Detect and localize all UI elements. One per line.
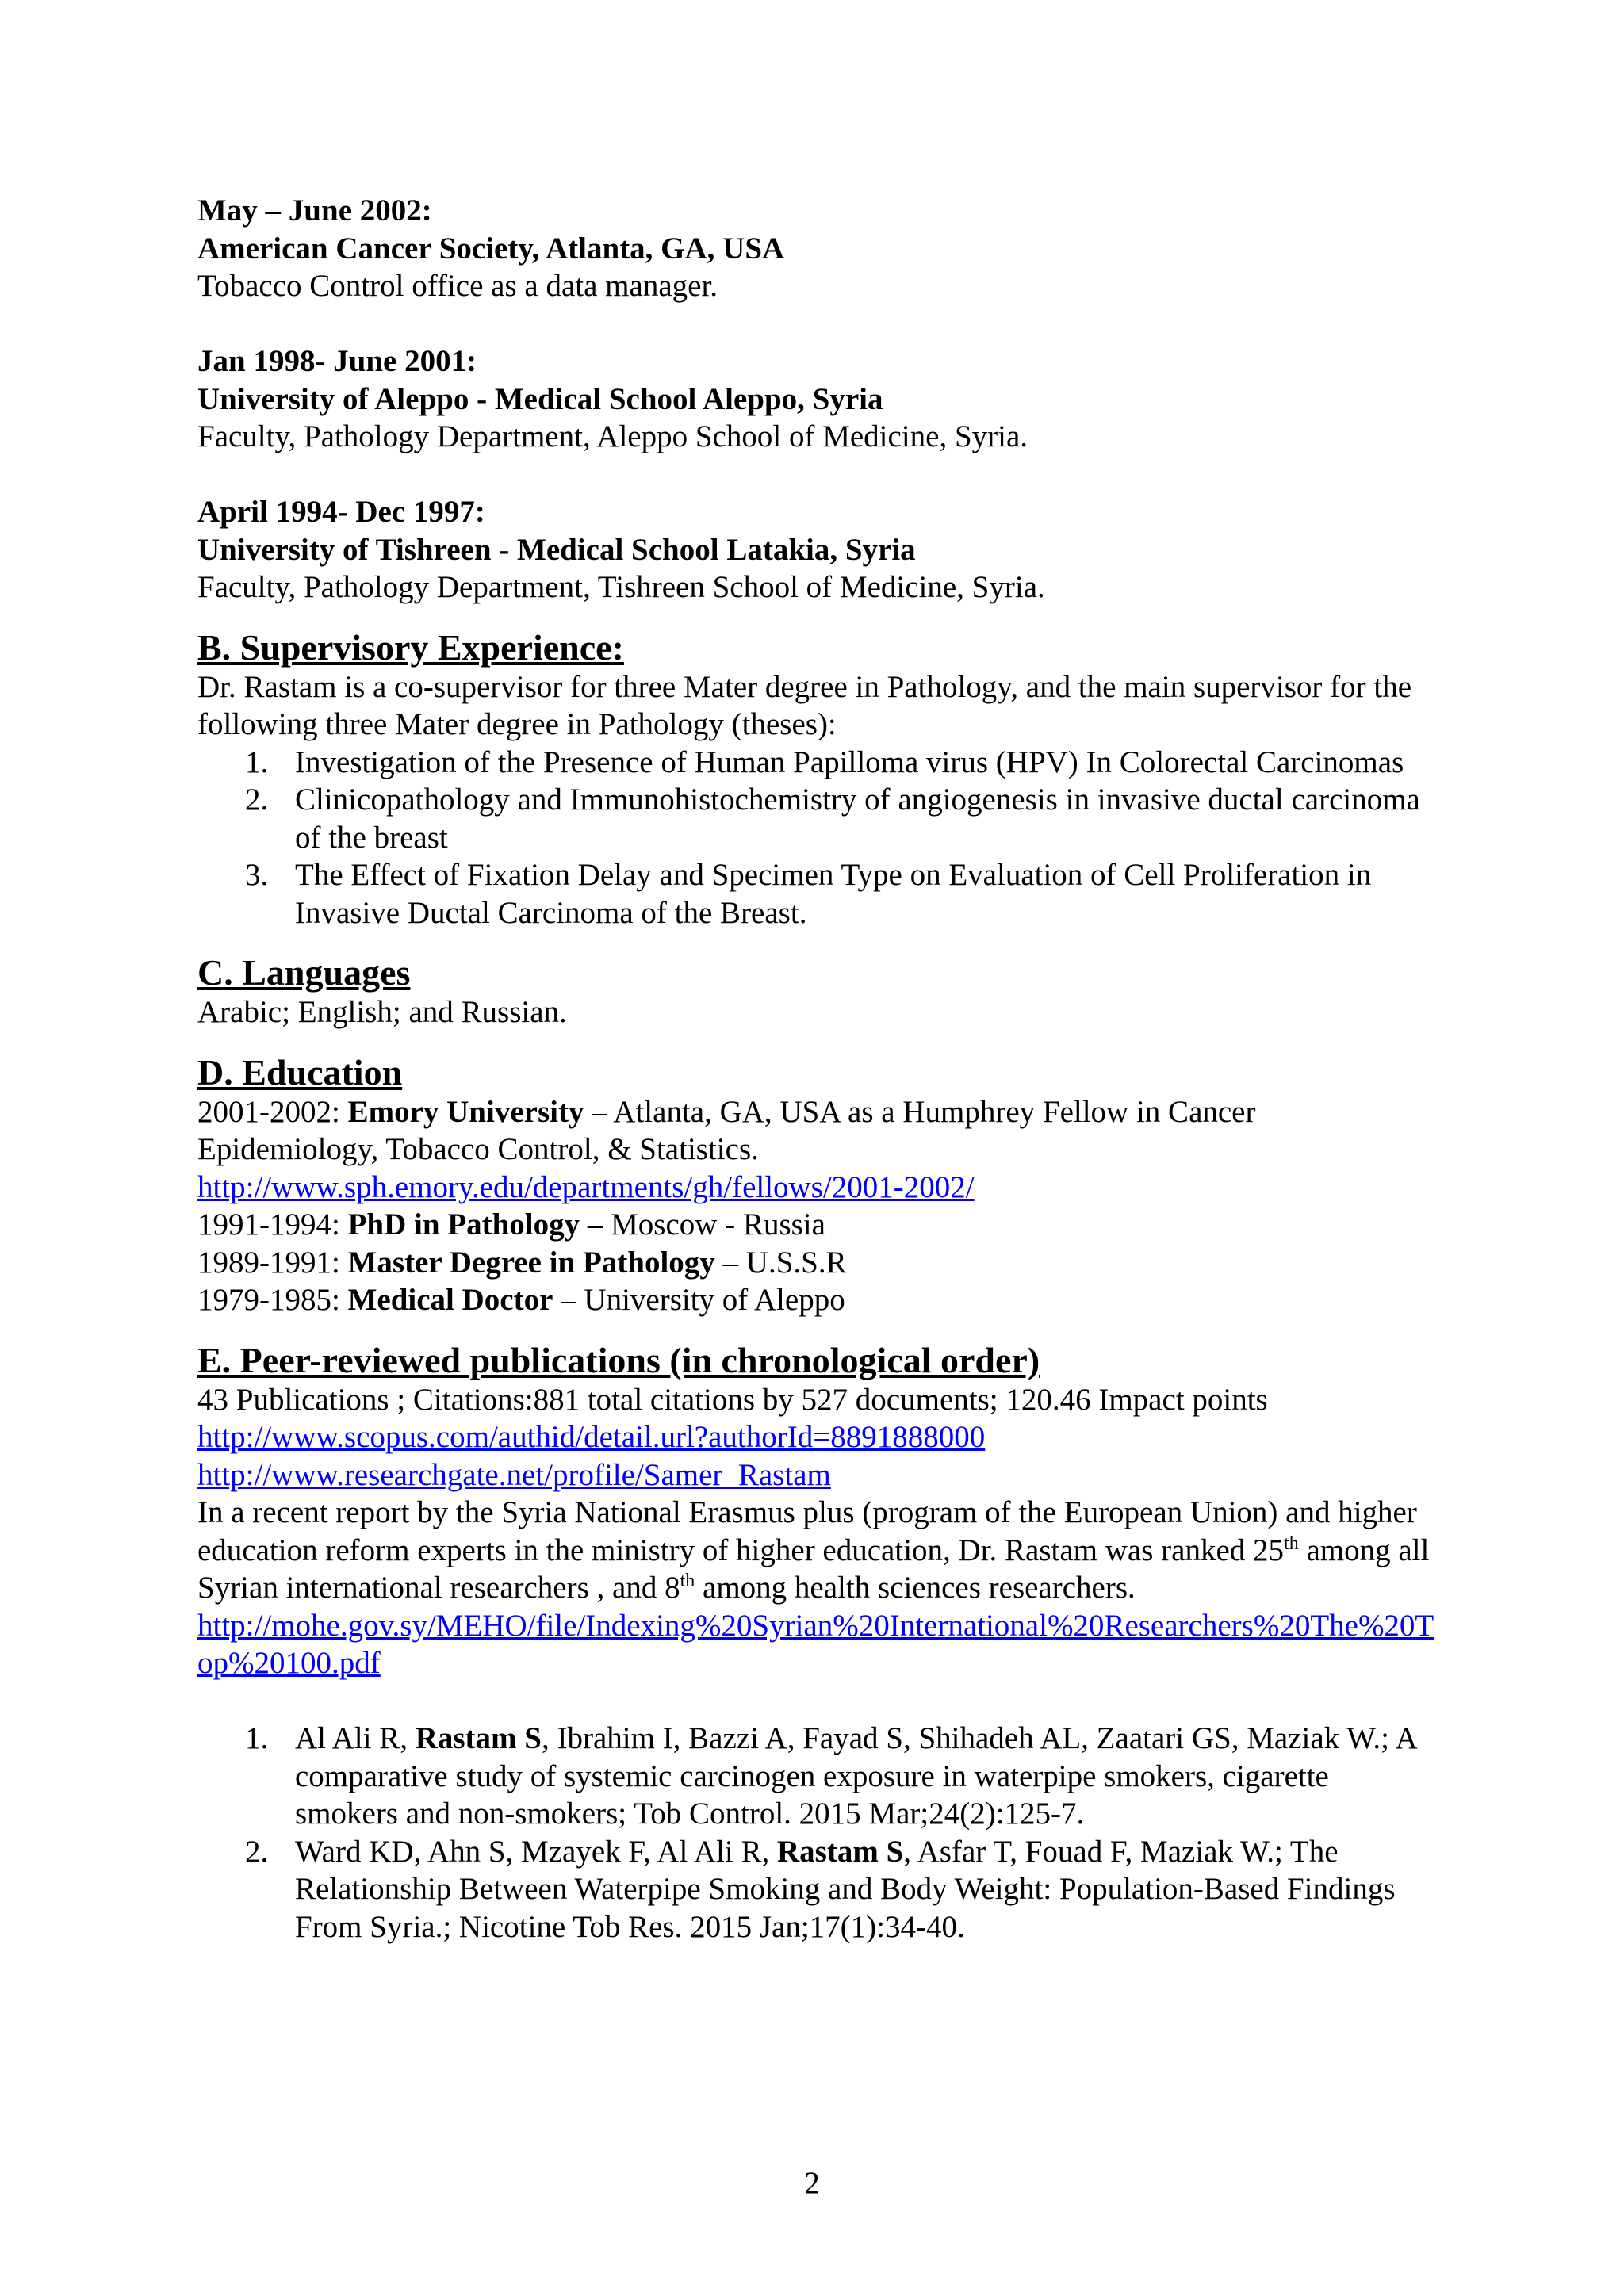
ordinal-suffix: th — [1284, 1533, 1299, 1554]
publication-highlight-author: Rastam S — [415, 1721, 542, 1755]
list-number: 2. — [245, 783, 269, 817]
report-text: among all Syrian international researchers , and 8 — [197, 1533, 1430, 1605]
list-text: Clinicopathology and Immunohistochemistry of angiogenesis in invasive ductal carcinoma of the breast — [295, 783, 1420, 855]
experience-institution: University of Aleppo - Medical School Aleppo, Syria — [197, 381, 883, 416]
list-item — [197, 781, 1434, 856]
experience-institution: University of Tishreen - Medical School Latakia, Syria — [197, 532, 916, 567]
page-number: 2 — [804, 2166, 820, 2200]
page-content — [197, 192, 1434, 1946]
education-institution: Emory University — [347, 1094, 584, 1129]
education-degree: PhD in Pathology — [347, 1207, 580, 1242]
publication-highlight-author: Rastam S — [777, 1834, 904, 1869]
experience-role: Tobacco Control office as a data manager. — [197, 269, 718, 303]
experience-role: Faculty, Pathology Department, Aleppo School of Medicine, Syria. — [197, 419, 1028, 453]
list-text: The Effect of Fixation Delay and Specimen Type on Evaluation of Cell Proliferation in Invasive Ductal Carcinoma of the Breast. — [295, 858, 1372, 930]
experience-period: May – June 2002: — [197, 193, 432, 228]
ordinal-suffix: th — [680, 1571, 695, 1591]
education-emory — [197, 1093, 1434, 1169]
researchgate-link[interactable]: http://www.researchgate.net/profile/Samer_Rastam — [197, 1457, 831, 1492]
report-text: In a recent report by the Syria National Erasmus plus (program of the European Union) and higher education reform experts in the ministry of higher education, Dr. Rastam was ranked 25 — [197, 1495, 1417, 1567]
languages-text: Arabic; English; and Russian. — [197, 995, 567, 1029]
publication-authors-start: Al Ali R, — [295, 1721, 416, 1755]
education-years: 1991-1994: — [197, 1207, 348, 1242]
education-years: 1979-1985: — [197, 1283, 348, 1317]
education-detail: – Moscow - Russia — [580, 1207, 825, 1242]
list-number: 1. — [245, 744, 269, 779]
education-detail: – Atlanta, GA, USA as a Humphrey Fellow in Cancer Epidemiology, Tobacco Control, & Statistics. — [197, 1094, 1256, 1166]
section-heading-education: D. Education — [197, 1051, 403, 1093]
education-phd — [197, 1206, 1434, 1244]
publication-rest: , Asfar T, Fouad F, Maziak W.; The Relationship Between Waterpipe Smoking and Body Weight: Population-Based Findings From Syria.; Nicotine Tob Res. 2015 Jan;17(1):34-40. — [295, 1834, 1396, 1944]
section-heading-publications: E. Peer-reviewed publications (in chronological order) — [197, 1339, 1040, 1380]
experience-role: Faculty, Pathology Department, Tishreen School of Medicine, Syria. — [197, 570, 1045, 604]
supervisory-list — [197, 744, 1434, 932]
mohe-report-link[interactable]: http://mohe.gov.sy/MEHO/file/Indexing%20Syrian%20International%20Researchers%20The%20Top%20100.pdf — [197, 1608, 1434, 1680]
publication-rest: , Ibrahim I, Bazzi A, Fayad S, Shihadeh AL, Zaatari GS, Maziak W.; A comparative study of systemic carcinogen exposure in waterpipe smokers, cigarette smokers and non-smokers; Tob Control. 2015 Mar;24(2):125-7. — [295, 1721, 1416, 1831]
report-text: among health sciences researchers. — [695, 1571, 1136, 1605]
list-number: 2. — [245, 1834, 269, 1869]
list-item — [197, 856, 1434, 932]
experience-entry-tishreen — [197, 493, 1434, 607]
publication-item — [197, 1720, 1434, 1833]
education-years: 1989-1991: — [197, 1245, 348, 1280]
list-item — [197, 744, 1434, 782]
scopus-link[interactable]: http://www.scopus.com/authid/detail.url?authorId=8891888000 — [197, 1420, 986, 1454]
education-detail: – University of Aleppo — [553, 1283, 845, 1317]
publications-list — [197, 1720, 1434, 1946]
experience-period: April 1994- Dec 1997: — [197, 495, 485, 529]
education-degree: Master Degree in Pathology — [347, 1245, 715, 1280]
education-master — [197, 1244, 1434, 1282]
ranking-report-text — [197, 1494, 1434, 1607]
education-detail: – U.S.S.R — [714, 1245, 847, 1280]
education-degree: Medical Doctor — [347, 1283, 553, 1317]
supervisory-intro: Dr. Rastam is a co-supervisor for three Mater degree in Pathology, and the main supervisor for the following three Mater degree in Pathology (theses): — [197, 669, 1412, 741]
emory-fellows-link[interactable]: http://www.sph.emory.edu/departments/gh/fellows/2001-2002/ — [197, 1169, 975, 1204]
section-heading-languages: C. Languages — [197, 952, 411, 993]
publications-summary: 43 Publications ; Citations:881 total citations by 527 documents; 120.46 Impact points — [197, 1382, 1268, 1417]
publication-item — [197, 1833, 1434, 1946]
list-number: 3. — [245, 858, 269, 892]
education-md — [197, 1281, 1434, 1319]
experience-institution: American Cancer Society, Atlanta, GA, USA — [197, 231, 785, 266]
education-years: 2001-2002: — [197, 1094, 348, 1129]
list-number: 1. — [245, 1721, 269, 1755]
publication-authors-start: Ward KD, Ahn S, Mzayek F, Al Ali R, — [295, 1834, 777, 1869]
experience-entry-acs — [197, 192, 1434, 305]
experience-entry-aleppo — [197, 342, 1434, 456]
list-text: Investigation of the Presence of Human Papilloma virus (HPV) In Colorectal Carcinomas — [295, 744, 1404, 779]
experience-period: Jan 1998- June 2001: — [197, 344, 477, 378]
section-heading-supervisory: B. Supervisory Experience: — [197, 626, 624, 668]
